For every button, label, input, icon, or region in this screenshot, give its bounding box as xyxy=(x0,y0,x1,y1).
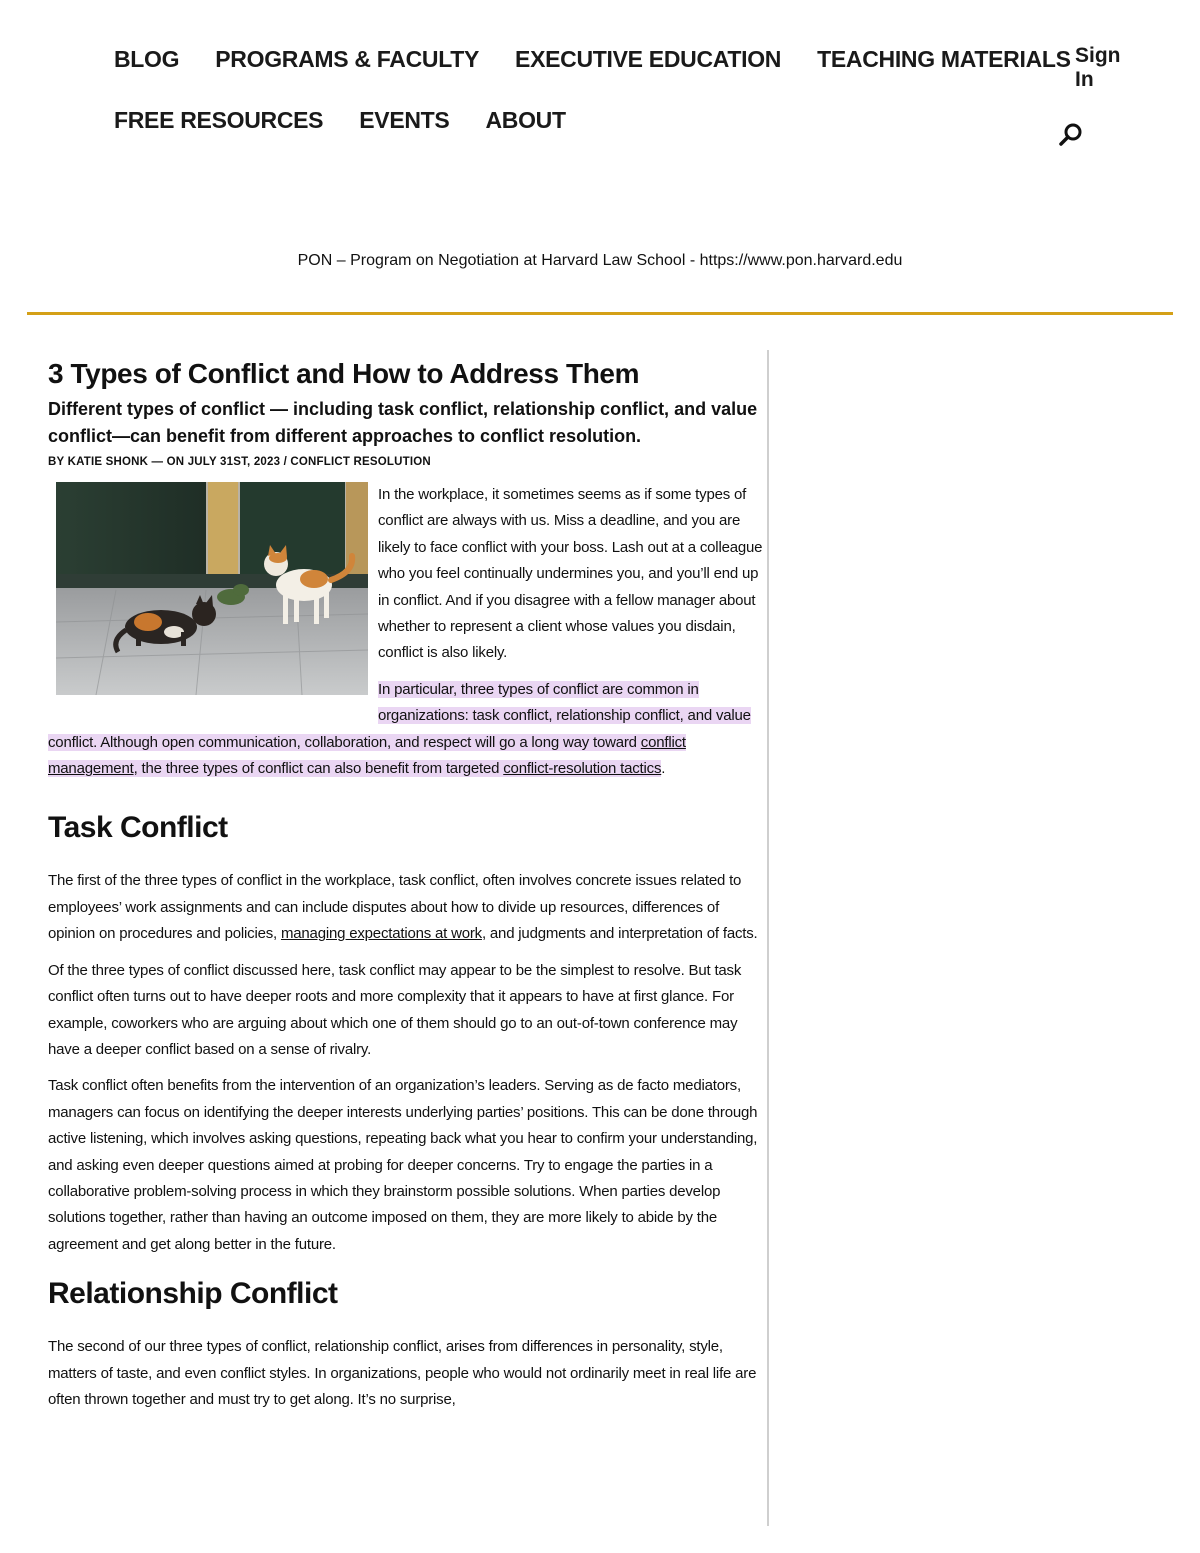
header-divider xyxy=(27,312,1173,315)
category-link[interactable]: CONFLICT RESOLUTION xyxy=(290,456,431,468)
byline-middle: — ON xyxy=(148,456,188,468)
site-identity-line: PON – Program on Negotiation at Harvard Law School - https://www.pon.harvard.edu xyxy=(297,252,903,269)
task-paragraph-2: Of the three types of conflict discussed here, task conflict may appear to be the simplest to resolve. But task conflict often turns out to have deeper roots and more complexity that it appears to have at first glance. For example, coworkers who are arguing about which one of them should go to an out-of-town conference may have a deeper conflict based on a sense of rivalry. xyxy=(48,961,742,1058)
sign-in-link[interactable]: Sign In xyxy=(1075,44,1121,91)
byline-prefix: BY xyxy=(48,456,68,468)
nav-programs-faculty[interactable]: PROGRAMS & FACULTY xyxy=(215,46,480,72)
publish-date: JULY 31ST, 2023 xyxy=(187,456,281,468)
byline-separator: / xyxy=(280,456,291,468)
nav-teaching-materials[interactable]: TEACHING MATERIALS xyxy=(817,46,1071,72)
intro-p2-text-b: , the three types of conflict can also benefit from targeted xyxy=(133,760,504,778)
intro-p2-text-a: In particular, three types of conflict are common in organizations: task conflict, relationship conflict, and value conflict. Although open communication, collaboration, and respect will go a long way toward xyxy=(48,680,751,751)
task-p1-text-b: , and judgments and interpretation of facts. xyxy=(481,925,758,943)
conflict-management-link[interactable]: conflict management xyxy=(48,733,686,778)
task-conflict-heading: Task Conflict xyxy=(48,811,228,845)
task-paragraph-1 xyxy=(48,868,766,947)
article-subtitle: Different types of conflict — including task conflict, relationship conflict, and value conflict—can benefit from different approaches to conflict resolution. xyxy=(48,399,758,446)
nav-blog[interactable]: BLOG xyxy=(114,46,180,72)
task-paragraph-3: Task conflict often benefits from the intervention of an organization’s leaders. Serving as de facto mediators, managers can focus on identifying the deeper interests underlying parties’ positions. This can be done through active listening, which involves asking questions, repeating back what you hear to confirm your understanding, and asking even deeper questions aimed at probing for deeper concerns. Try to engage the parties in a collaborative problem-solving process in which they brainstorm possible solutions. When parties develop solutions together, rather than having an outcome imposed on them, they are more likely to abide by the agreement and get along better in the future. xyxy=(48,1077,758,1253)
nav-executive-education[interactable]: EXECUTIVE EDUCATION xyxy=(515,46,782,72)
relationship-paragraph-1: The second of our three types of conflict, relationship conflict, arises from differences in personality, style, matters of taste, and even conflict styles. In organizations, people who would not ordinarily meet in real life are often thrown together and must try to get along. It’s no surprise, xyxy=(48,1338,757,1408)
task-p1-text-a: The first of the three types of conflict in the workplace, task conflict, often involves concrete issues related to employees’ work assignments and can include disputes about how to divide up resources, differences of opinion on procedures and policies, xyxy=(48,872,742,943)
nav-free-resources[interactable]: FREE RESOURCES xyxy=(114,107,324,133)
article xyxy=(48,356,766,1423)
content-sidebar-divider xyxy=(767,350,769,1526)
nav-row-secondary xyxy=(114,107,566,134)
article-intro xyxy=(48,482,766,792)
intro-paragraph-1: In the workplace, it sometimes seems as if some types of conflict are always with us. Miss a deadline, and you are likely to face conflict with your boss. Lash out at a colleague who you feel continually undermines you, and you’ll end up in conflict. And if you disagree with a fellow manager about whether to represent a client whose values you disdain, conflict is also likely. xyxy=(378,486,763,662)
byline xyxy=(48,456,766,468)
conflict-resolution-tactics-link[interactable]: conflict-resolution tactics xyxy=(503,760,662,778)
intro-p2-text-c: . xyxy=(661,760,666,778)
cats-photo xyxy=(56,482,368,695)
managing-expectations-link[interactable]: managing expectations at work xyxy=(280,925,482,943)
top-navigation xyxy=(0,0,1200,200)
author-link[interactable]: KATIE SHONK xyxy=(67,456,149,468)
cats-photo-illustration xyxy=(56,482,368,695)
relationship-conflict-heading: Relationship Conflict xyxy=(48,1277,338,1311)
nav-events[interactable]: EVENTS xyxy=(359,107,450,133)
nav-row-primary xyxy=(114,46,1071,73)
article-title: 3 Types of Conflict and How to Address Them xyxy=(48,358,640,389)
nav-about[interactable]: ABOUT xyxy=(485,107,566,133)
search-icon[interactable] xyxy=(1058,122,1084,148)
